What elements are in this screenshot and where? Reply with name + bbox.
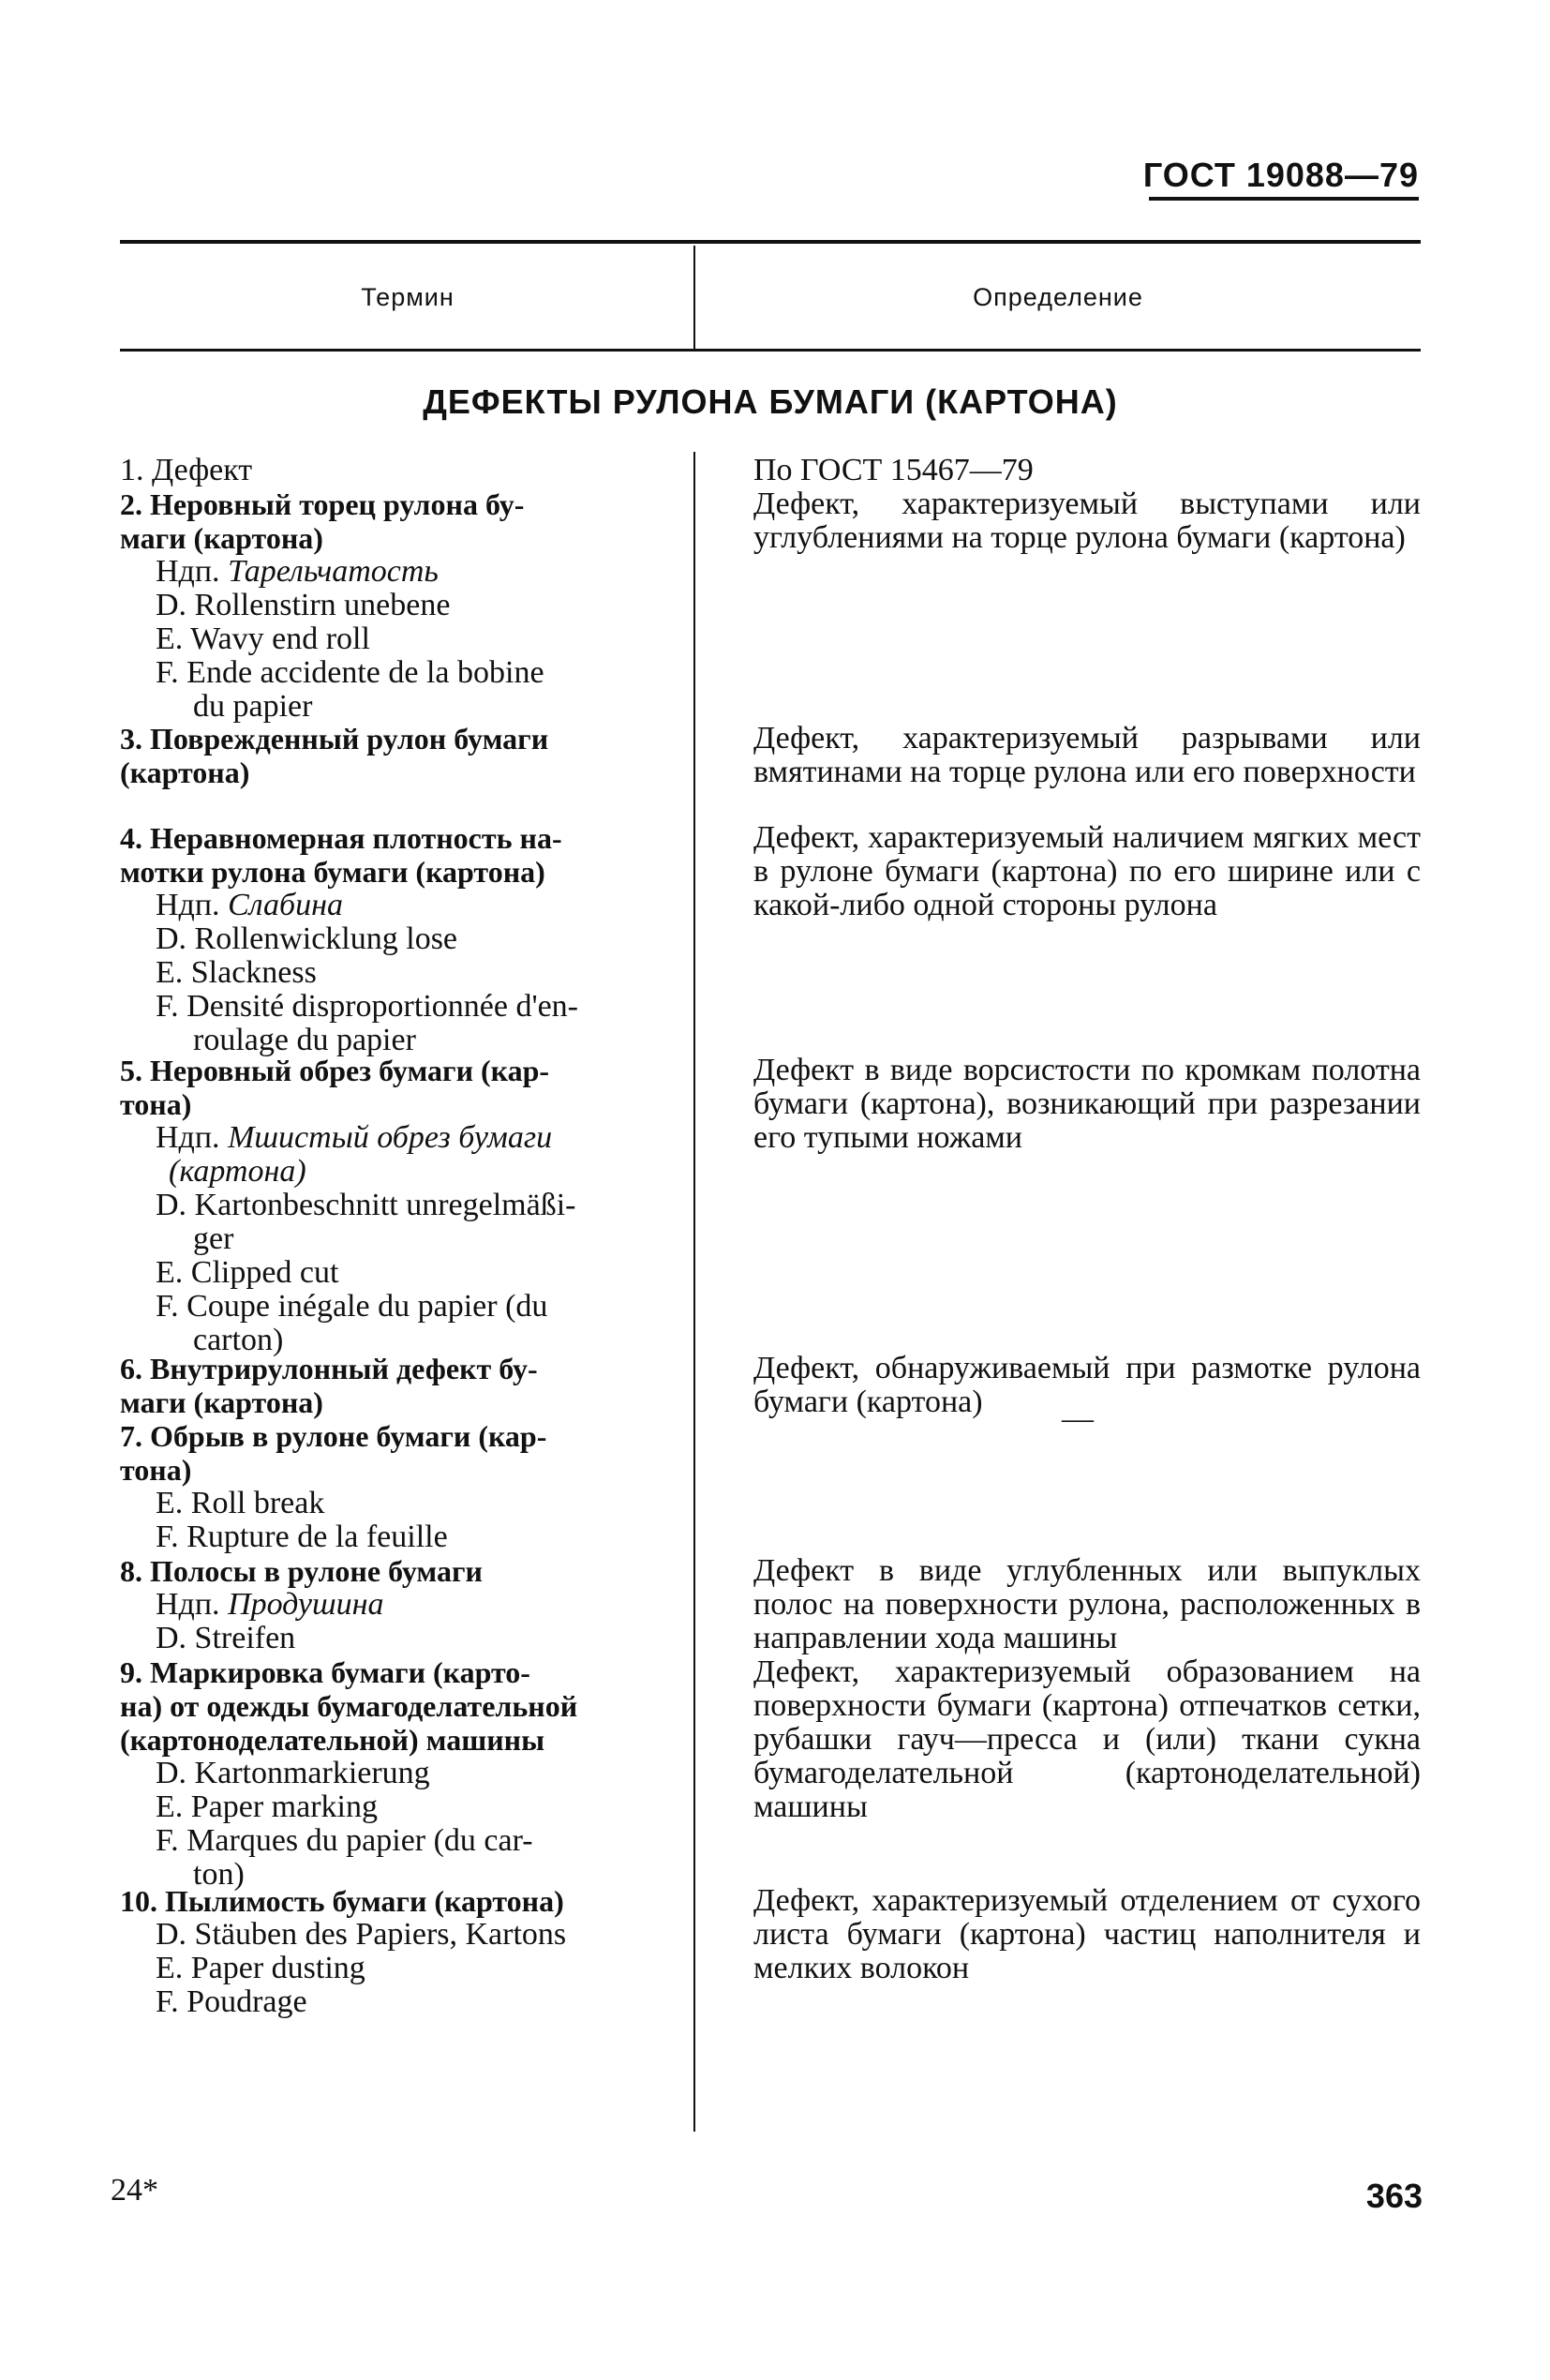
term-line: 8. Полосы в рулоне бумаги — [120, 1554, 483, 1588]
definition-cell: По ГОСТ 15467—79 — [753, 453, 1034, 487]
term-line: тона) — [120, 1087, 192, 1121]
term-line: тона) — [120, 1453, 192, 1487]
term-line: 3. Поврежденный рулон бумаги — [120, 722, 549, 756]
ndp-term: Тарельчатость — [228, 554, 439, 589]
english-term: E. Clipped cut — [156, 1255, 339, 1290]
ndp-line — [120, 555, 673, 589]
term-cell — [120, 1884, 693, 2019]
french-term: F. Densité disproportionnée d'en- — [156, 989, 578, 1024]
section-title: ДЕФЕКТЫ РУЛОНА БУМАГИ (КАРТОНА) — [423, 382, 1118, 421]
english-term: E. Slackness — [156, 955, 317, 990]
page-number: 363 — [1365, 2177, 1423, 2215]
term-cell — [120, 454, 693, 487]
column-header-term: Термин — [361, 283, 455, 311]
french-term: F. Marques du papier (du car- — [156, 1823, 533, 1858]
definition-cell: — — [1062, 1401, 1094, 1436]
term-line: 4. Неравномерная плотность на- — [120, 821, 562, 855]
table-row — [120, 1884, 1421, 2019]
term-line: маги (картона) — [120, 1385, 323, 1419]
ndp-prefix: Ндп. — [156, 554, 220, 589]
term-line: 2. Неровный торец рулона бу- — [120, 487, 525, 521]
ndp-line — [120, 1121, 673, 1155]
definition-cell: Дефект, характеризуемый разрывами или вмятинами на торце рулона или его поверхности — [753, 721, 1421, 789]
ndp-term-cont: (картона) — [169, 1154, 306, 1189]
german-term-cont: ger — [193, 1221, 234, 1256]
table-row — [120, 821, 1421, 1057]
english-term: E. Paper marking — [156, 1789, 378, 1824]
ndp-term: Слабина — [228, 888, 343, 922]
ndp-prefix: Ндп. — [156, 888, 220, 922]
french-term-cont: ton) — [193, 1857, 245, 1892]
term-cell — [120, 1554, 693, 1655]
term-line: маги (картона) — [120, 521, 323, 555]
french-term-cont: roulage du papier — [193, 1023, 416, 1057]
document-code-underline — [1149, 197, 1419, 201]
document-code: ГОСТ 19088—79 — [1142, 156, 1419, 194]
table-row — [120, 487, 1421, 724]
column-header-definition: Определение — [973, 283, 1143, 311]
term-cell — [120, 1655, 693, 1892]
table-row — [120, 1054, 1421, 1357]
term-line: 9. Маркировка бумаги (карто- — [120, 1655, 530, 1689]
term-line: на) от одежды бумагоделательной — [120, 1689, 578, 1723]
term-line: 5. Неровный обрез бумаги (кар- — [120, 1054, 550, 1087]
term-line: 1. Дефект — [120, 453, 253, 487]
term-cell — [120, 1419, 693, 1554]
table-top-rule — [120, 240, 1421, 244]
term-cell — [120, 1054, 693, 1357]
term-cell — [120, 722, 693, 789]
definition-cell: Дефект, характеризуемый образованием на поверхности бумаги (картона) отпечатков сетки, рубашки гауч—пресса и (или) ткани сукна бумагоделательной (картоноделательной) машины — [753, 1654, 1421, 1824]
term-cell — [120, 821, 693, 1057]
definition-cell: Дефект в виде ворсистости по кромкам полотна бумаги (картона), возникающий при разрезании его тупыми ножами — [753, 1053, 1421, 1155]
term-line: 10. Пылимость бумаги (картона) — [120, 1884, 564, 1918]
french-term: F. Poudrage — [156, 1984, 307, 2019]
term-line: (картоноделательной) машины — [120, 1723, 545, 1757]
table-row — [120, 1655, 1421, 1892]
definition-cell: Дефект, обнаруживаемый при размотке рулона бумаги (картона) — [753, 1351, 1421, 1419]
ndp-prefix: Ндп. — [156, 1120, 220, 1155]
term-line: мотки рулона бумаги (картона) — [120, 855, 545, 889]
ndp-term: Мшистый обрез бумаги — [228, 1120, 553, 1155]
definition-cell: Дефект, характеризуемый отделением от сухого листа бумаги (картона) частиц наполнителя и мелких волокон — [753, 1883, 1421, 1985]
french-term: F. Rupture de la feuille — [156, 1519, 448, 1554]
german-term: D. Stäuben des Papiers, Kartons — [156, 1917, 567, 1952]
german-term: D. Rollenwicklung lose — [156, 921, 458, 956]
ndp-line — [120, 889, 673, 922]
french-term: F. Coupe inégale du papier (du — [156, 1289, 548, 1324]
english-term: E. Wavy end roll — [156, 621, 370, 656]
table-row — [120, 1401, 1421, 1554]
signature-mark: 24* — [111, 2173, 158, 2208]
definition-cell: Дефект, характеризуемый выступами или углублениями на торце рулона бумаги (картона) — [753, 486, 1421, 555]
definition-cell: Дефект, характеризуемый наличием мягких мест в рулоне бумаги (картона) по его ширине или с какой-либо одной стороны рулона — [753, 820, 1421, 922]
english-term: E. Paper dusting — [156, 1951, 365, 1985]
ndp-line — [120, 1588, 673, 1622]
table-row — [120, 1554, 1421, 1655]
table-header-rule — [120, 349, 1421, 352]
ndp-prefix: Ндп. — [156, 1587, 220, 1622]
term-line: (картона) — [120, 756, 250, 789]
french-term-cont: du papier — [193, 689, 313, 724]
term-line: 7. Обрыв в рулоне бумаги (кар- — [120, 1419, 547, 1453]
table-row — [120, 1352, 1421, 1419]
english-term: E. Roll break — [156, 1486, 325, 1520]
german-term: D. Kartonmarkierung — [156, 1756, 430, 1790]
ndp-term: Продушина — [228, 1587, 384, 1622]
table-row — [120, 454, 1421, 487]
definition-cell: Дефект в виде углубленных или выпуклых полос на поверхности рулона, расположенных в направлении хода машины — [753, 1553, 1421, 1655]
table-row — [120, 722, 1421, 789]
term-cell — [120, 487, 693, 724]
french-term: F. Ende accidente de la bobine — [156, 655, 544, 690]
german-term: D. Streifen — [156, 1621, 296, 1655]
german-term: D. Rollenstirn unebene — [156, 588, 451, 622]
german-term: D. Kartonbeschnitt unregelmäßi- — [156, 1188, 576, 1222]
term-line: 6. Внутрирулонный дефект бу- — [120, 1352, 538, 1385]
french-term-cont: carton) — [193, 1323, 284, 1357]
term-cell — [120, 1352, 693, 1419]
